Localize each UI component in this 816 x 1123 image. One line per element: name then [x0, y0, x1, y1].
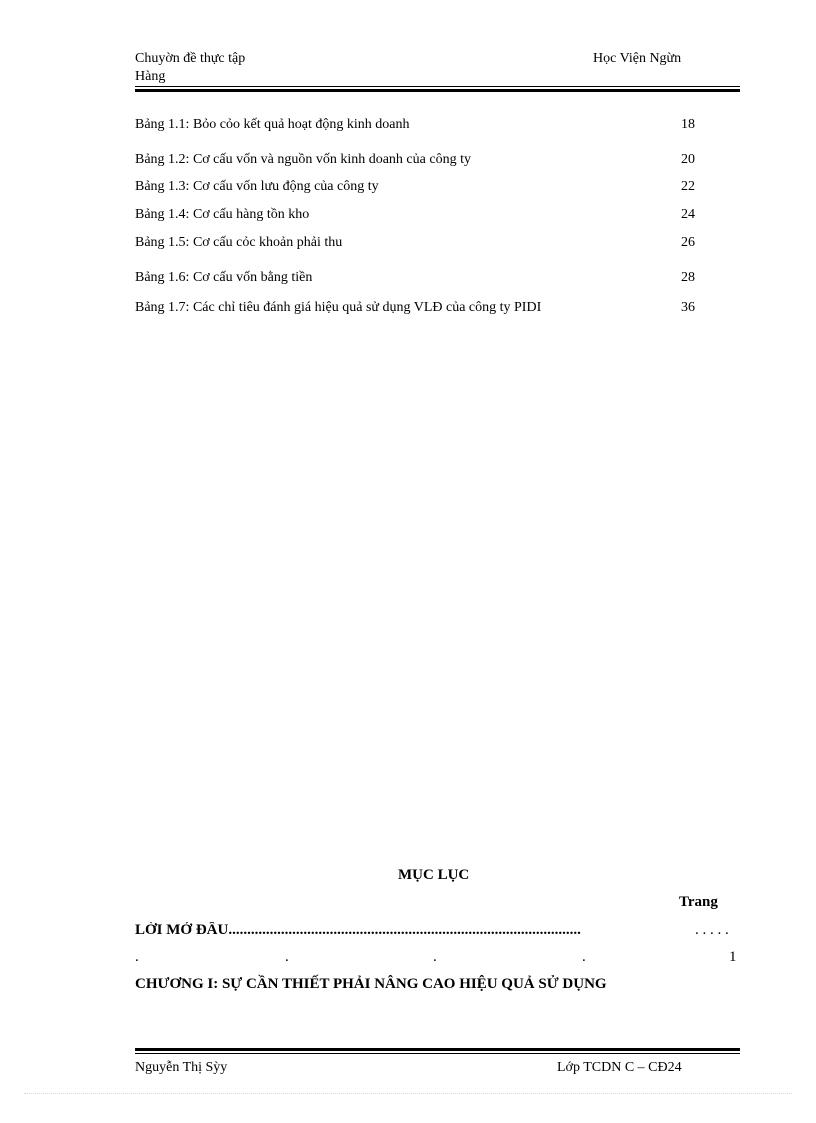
- toc-dot: .: [285, 949, 289, 965]
- table-list-page: 28: [681, 270, 695, 285]
- toc-dot: .: [135, 949, 139, 965]
- toc-title: MỤC LỤC: [398, 867, 470, 883]
- table-list-label: Bảng 1.3: Cơ cấu vốn lưu động của công ty: [135, 179, 379, 194]
- table-list-label: Bảng 1.7: Các chỉ tiêu đánh giá hiệu quả sử dụng VLĐ của công ty PIDI: [135, 300, 542, 315]
- header-left-line1: Chuyờn đề thực tập: [135, 51, 246, 66]
- toc-dot: .: [582, 949, 586, 965]
- toc-entry-intro: LỜI MỞ ĐẦU..............................................................................................: [135, 922, 581, 938]
- header-right: Học Viện Ngừn: [593, 51, 682, 66]
- footer-rule-thick: [135, 1048, 740, 1051]
- footer-left: Nguyễn Thị Sỳy: [135, 1060, 228, 1075]
- table-list-page: 22: [681, 179, 695, 194]
- toc-entry-intro-page: 1: [729, 949, 737, 965]
- page-bottom-edge: [24, 1093, 792, 1094]
- table-list-page: 24: [681, 207, 695, 222]
- toc-dot: .: [433, 949, 437, 965]
- header-rule-thick: [135, 89, 740, 92]
- toc-chapter-1: CHƯƠNG I: SỰ CẦN THIẾT PHẢI NÂNG CAO HIỆU QUẢ SỬ DỤNG: [135, 976, 607, 992]
- table-list-page: 26: [681, 235, 695, 250]
- header-left-line2: Hàng: [135, 69, 166, 84]
- table-list-page: 36: [681, 300, 695, 315]
- header-rule-thin: [135, 86, 740, 87]
- table-list-label: Bảng 1.5: Cơ cấu cỏc khoản phải thu: [135, 235, 343, 250]
- table-list-label: Bảng 1.4: Cơ cấu hàng tồn kho: [135, 207, 310, 222]
- toc-entry-intro-trail: . . . . .: [695, 922, 729, 938]
- footer-right: Lớp TCDN C – CĐ24: [557, 1060, 682, 1075]
- table-list-label: Bảng 1.6: Cơ cấu vốn bằng tiền: [135, 270, 313, 285]
- table-list-page: 20: [681, 152, 695, 167]
- table-list-label: Bảng 1.1: Bỏo cỏo kết quả hoạt động kinh doanh: [135, 117, 410, 132]
- toc-page-header: Trang: [679, 894, 718, 910]
- table-list-page: 18: [681, 117, 695, 132]
- footer-rule-thin: [135, 1053, 740, 1054]
- table-list-label: Bảng 1.2: Cơ cấu vốn và nguồn vốn kinh doanh của công ty: [135, 152, 471, 167]
